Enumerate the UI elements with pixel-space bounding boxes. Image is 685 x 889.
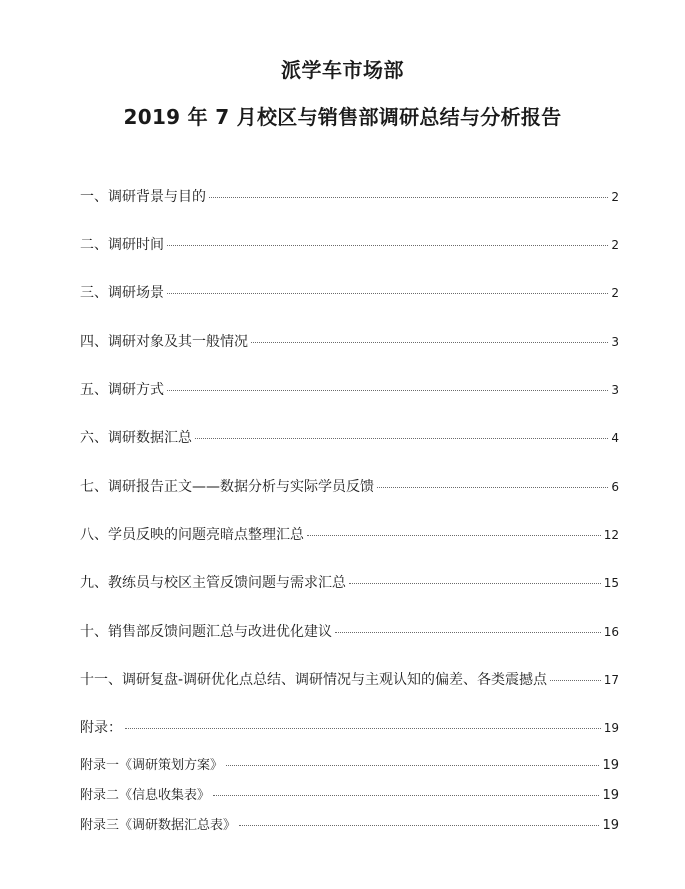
toc-dot-leader — [195, 438, 608, 439]
toc-page-number: 2 — [611, 190, 619, 204]
toc-entry[interactable] — [80, 186, 619, 206]
toc-dot-leader — [213, 795, 599, 796]
toc-page-number: 16 — [603, 625, 619, 639]
toc-entry-label: 五、调研方式 — [80, 382, 164, 398]
toc-entry-label: 附录二《信息收集表》 — [80, 788, 211, 803]
toc-dot-leader — [167, 293, 608, 294]
toc-page-number: 2 — [611, 238, 619, 252]
toc-page-number: 6 — [611, 480, 619, 494]
toc-entry-label: 一、调研背景与目的 — [80, 189, 206, 205]
toc-dot-leader — [550, 680, 601, 681]
toc-page-number: 19 — [602, 788, 619, 803]
toc-dot-leader — [125, 728, 601, 729]
toc-dot-leader — [335, 632, 601, 633]
toc-entry[interactable] — [80, 669, 619, 689]
document-title-report: 2019 年 7 月校区与销售部调研总结与分析报告 — [123, 105, 562, 129]
toc-page-number: 12 — [603, 528, 619, 542]
toc-page-number: 2 — [611, 286, 619, 300]
toc-entry[interactable] — [80, 427, 619, 447]
toc-entry-label: 十、销售部反馈问题汇总与改进优化建议 — [80, 624, 332, 640]
toc-page-number: 19 — [602, 758, 619, 773]
toc-entry[interactable] — [80, 379, 619, 399]
toc-dot-leader — [251, 342, 608, 343]
toc-entry-label: 四、调研对象及其一般情况 — [80, 334, 248, 350]
toc-entry[interactable] — [80, 331, 619, 351]
toc-entry-label: 二、调研时间 — [80, 237, 164, 253]
toc-entry-label: 附录： — [80, 720, 122, 736]
toc-entry-label: 九、教练员与校区主管反馈问题与需求汇总 — [80, 575, 346, 591]
toc-entry[interactable] — [80, 754, 619, 773]
toc-entry[interactable] — [80, 572, 619, 592]
toc-dot-leader — [209, 197, 608, 198]
toc-dot-leader — [226, 765, 599, 766]
toc-page-number: 4 — [611, 431, 619, 445]
toc-entry[interactable] — [80, 476, 619, 496]
title-block — [0, 54, 685, 133]
toc-entry-label: 附录一《调研策划方案》 — [80, 758, 224, 773]
toc-entry-label: 三、调研场景 — [80, 285, 164, 301]
toc-entry-label: 六、调研数据汇总 — [80, 430, 192, 446]
toc-page-number: 15 — [603, 576, 619, 590]
toc-entry-label: 十一、调研复盘-调研优化点总结、调研情况与主观认知的偏差、各类震撼点 — [80, 672, 548, 688]
toc-page-number: 17 — [603, 673, 619, 687]
toc-entry[interactable] — [80, 234, 619, 254]
toc-entry[interactable] — [80, 282, 619, 302]
toc-dot-leader — [377, 487, 608, 488]
document-title-department: 派学车市场部 — [281, 58, 404, 82]
toc-dot-leader — [307, 535, 601, 536]
toc-entry-label: 附录三《调研数据汇总表》 — [80, 818, 237, 833]
toc-dot-leader — [349, 583, 601, 584]
toc-dot-leader — [239, 825, 599, 826]
toc-entry[interactable] — [80, 784, 619, 803]
toc-entry[interactable] — [80, 814, 619, 833]
toc-dot-leader — [167, 390, 608, 391]
toc-page-number: 3 — [611, 383, 619, 397]
toc-entry-label: 八、学员反映的问题亮暗点整理汇总 — [80, 527, 304, 543]
toc-page-number: 3 — [611, 335, 619, 349]
toc-entry-label: 七、调研报告正文——数据分析与实际学员反馈 — [80, 479, 374, 495]
toc-entry[interactable] — [80, 621, 619, 641]
toc-entry[interactable] — [80, 524, 619, 544]
toc-page-number: 19 — [603, 721, 619, 735]
toc-entry[interactable] — [80, 717, 619, 737]
toc-page-number: 19 — [602, 818, 619, 833]
toc-dot-leader — [167, 245, 608, 246]
